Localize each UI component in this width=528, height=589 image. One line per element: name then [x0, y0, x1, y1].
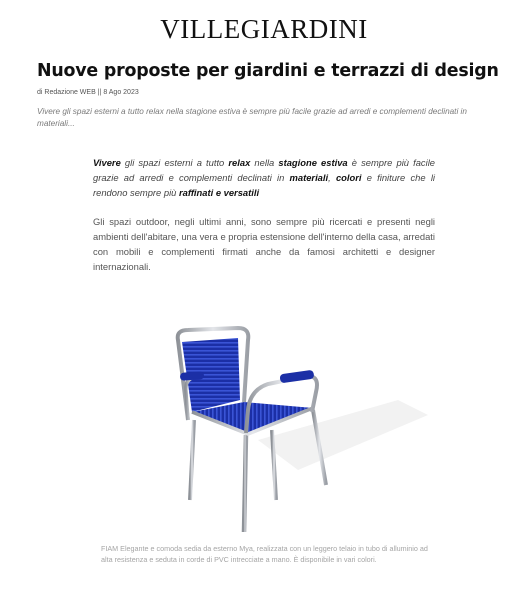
- lead-keyword: raffinati e versatili: [179, 187, 260, 198]
- chair-illustration: [98, 300, 428, 540]
- author-link[interactable]: di Redazione WEB: [37, 89, 96, 96]
- article-excerpt: Vivere gli spazi esterni a tutto relax nella stagione estiva è sempre più facile grazie ad arredi e complementi declinati in materiali...: [37, 107, 467, 128]
- lead-text: e finiture che li rendono sempre più: [93, 172, 435, 198]
- lead-text: nella: [250, 157, 279, 168]
- article-lead: [93, 155, 435, 200]
- article-paragraph: Gli spazi outdoor, negli ultimi anni, sono sempre più ricercati e presenti negli ambienti dell'abitare, una vera e propria estensione dell'interno della casa, arredati con mobili e complementi firmati anche da famosi architetti e designer internazionali.: [93, 216, 435, 272]
- image-caption: FIAM Elegante e comoda sedia da esterno Mya, realizzata con un leggero telaio in tubo di alluminio ad alta resistenza e seduta in corde di PVC intrecciate a mano. È disponibile in vari colori.: [101, 544, 428, 564]
- publish-date: 8 Ago 2023: [103, 89, 139, 96]
- lead-keyword: materiali: [289, 172, 329, 183]
- byline-separator: ||: [97, 89, 102, 96]
- lead-keyword: relax: [228, 157, 251, 168]
- lead-keyword: Vivere: [93, 157, 121, 168]
- lead-keyword: stagione estiva: [278, 157, 348, 168]
- lead-text: ,: [328, 172, 336, 183]
- article-title: Nuove proposte per giardini e terrazzi di design: [37, 61, 499, 81]
- article-image: [98, 300, 428, 540]
- lead-text: gli spazi esterni a tutto: [120, 157, 229, 168]
- lead-text: è sempre più facile grazie ad arredi e complementi declinati in: [93, 157, 435, 183]
- site-logo[interactable]: VILLEGIARDINI: [160, 14, 368, 44]
- article-byline: [37, 89, 139, 96]
- lead-keyword: colori: [335, 172, 362, 183]
